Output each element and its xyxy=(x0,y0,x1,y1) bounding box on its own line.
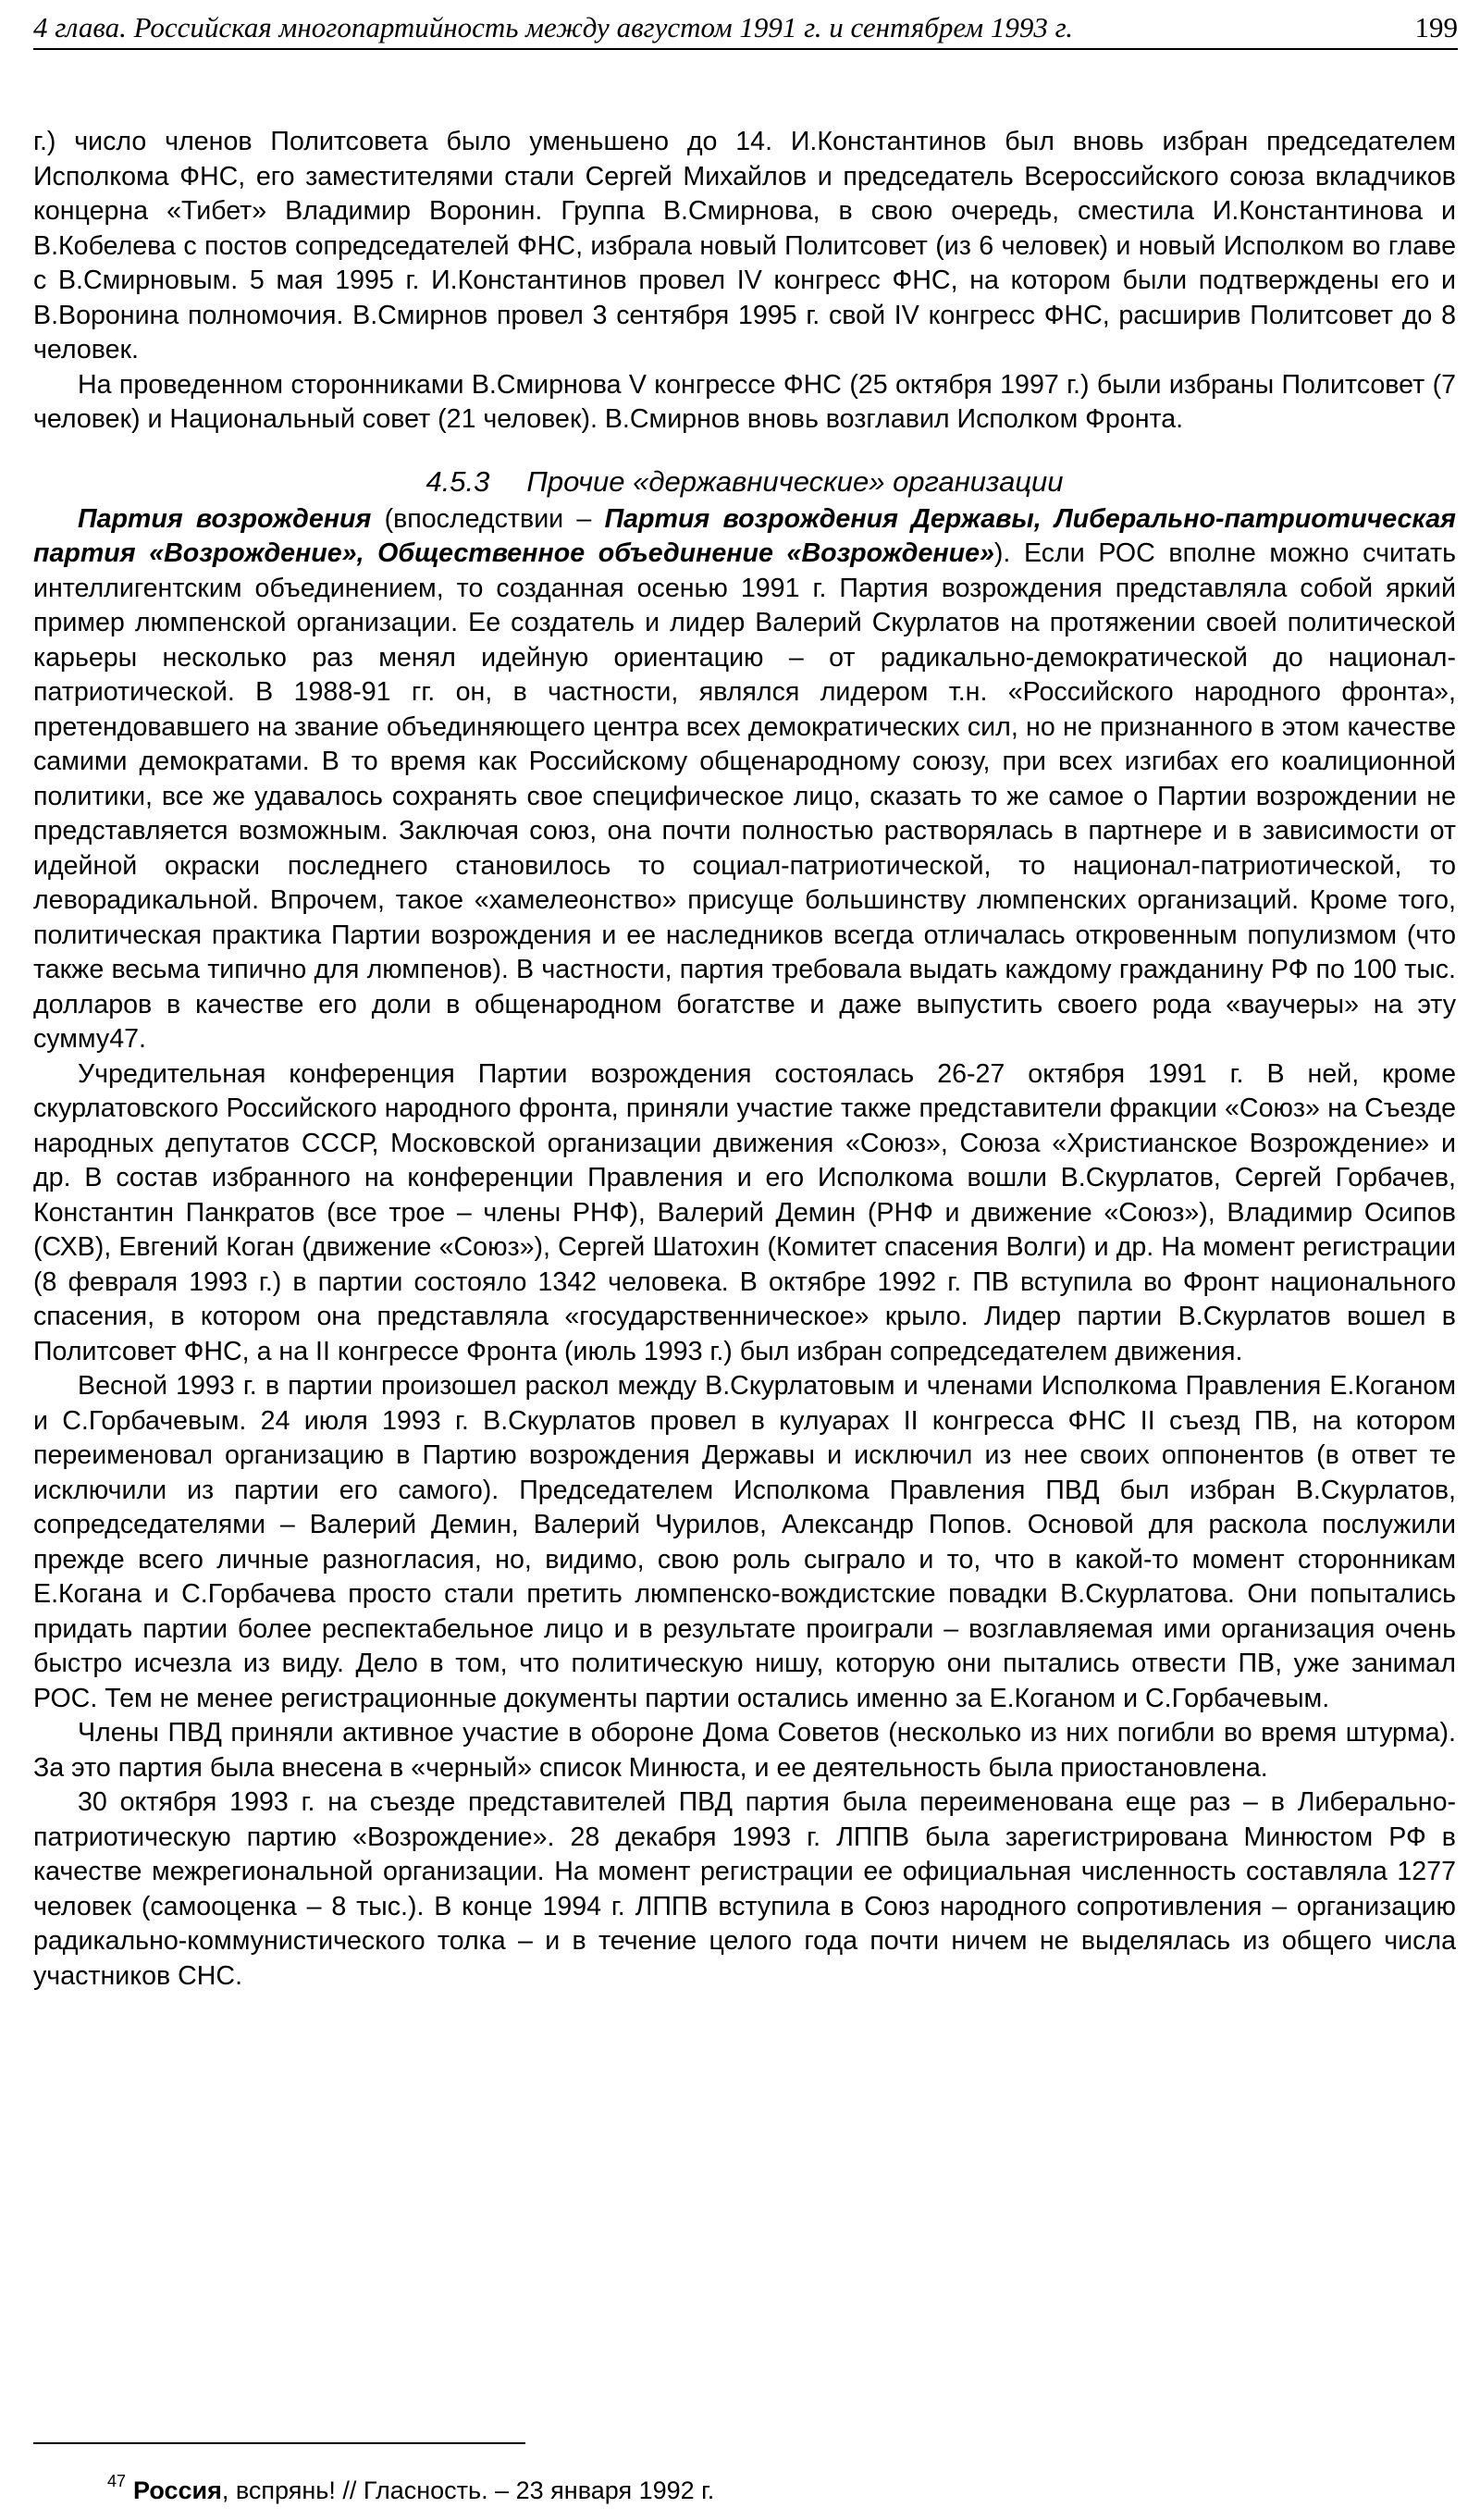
section-title: Прочие «державнические» организации xyxy=(526,464,1064,498)
footnote xyxy=(107,2464,714,2507)
section-heading xyxy=(33,462,1456,502)
paragraph-text: ). Если РОС вполне можно считать интеллигентским объединением, то созданная осенью 1991 г. Партия возрождения представляла собой яркий пример люмпенской организации. Ее создатель и лидер Валерий Скурлатов на протяжении своей политической карьеры несколько раз менял идейную ориентацию – от радикально-демократической до национал-патриотической. В 1988-91 гг. он, в частности, являлся лидером т.н. «Российского народного фронта», претендовавшего на звание объединяющего центра всех демократических сил, но не признанного в этом качестве самими демократами. В то время как Российскому общенародному союзу, при всех изгибах его коалиционной политики, все же удавалось сохранять свое специфическое лицо, сказать то же самое о Партии возрождении не представляется возможным. Заключая союз, она почти полностью растворялась в партнере и в зависимости от идейной окраски последнего становилось то социал-патриотической, то национал-патриотической, то леворадикальной. Впрочем, такое «хамелеонство» присуще большинству люмпенских организаций. Кроме того, политическая практика Партии возрождения и ее наследников всегда отличалась откровенным популизмом (что также весьма типично для люмпенов). В частности, партия требовала выдать каждому гражданину РФ по 100 тыс. долларов в качестве его доли в общенародном богатстве и даже выпустить своего рода «ваучеры» на эту сумму47. xyxy=(33,538,1456,1054)
paragraph: Члены ПВД приняли активное участие в обороне Дома Советов (несколько из них погибли во время штурма). За это партия была внесена в «черный» список Минюста, и ее деятельность была приостановлена. xyxy=(33,1718,1456,1783)
running-header xyxy=(33,7,1458,50)
body-text xyxy=(33,125,1456,1994)
section-number: 4.5.3 xyxy=(426,464,490,498)
paragraph xyxy=(33,502,1456,1057)
footnote-source-title: Россия xyxy=(133,2477,222,2504)
page-number: 199 xyxy=(1414,11,1458,43)
paragraph: Учредительная конференция Партии возрождения состоялась 26-27 октября 1991 г. В ней, кроме скурлатовского Российского народного фронта, приняли участие также представители фракции «Союз» на Съезде народных депутатов СССР, Московской организации движения «Союз», Союза «Христианское Возрождение» и др. В состав избранного на конференции Правления и его Исполкома вошли В.Скурлатов, Сергей Горбачев, Константин Панкратов (все трое – члены РНФ), Валерий Демин (РНФ и движение «Союз»), Владимир Осипов (СХВ), Евгений Коган (движение «Союз»), Сергей Шатохин (Комитет спасения Волги) и др. На момент регистрации (8 февраля 1993 г.) в партии состояло 1342 человека. В октябре 1992 г. ПВ вступила во Фронт национального спасения, в котором она представляла «государственническое» крыло. Лидер партии В.Скурлатов вошел в Политсовет ФНС, а на II конгрессе Фронта (июль 1993 г.) был избран сопредседателем движения. xyxy=(33,1058,1456,1366)
footnote-text: , вспрянь! // Гласность. – 23 января 1992 г. xyxy=(221,2477,715,2504)
paragraph: 30 октября 1993 г. на съезде представителей ПВД партия была переименована еще раз – в Либерально-патриотическую партию «Возрождение». 28 декабря 1993 г. ЛППВ была зарегистрирована Минюстом РФ в качестве межрегиональной организации. На момент регистрации ее официальная численность составляла 1277 человек (самооценка – 8 тыс.). В конце 1994 г. ЛППВ вступила в Союз народного сопротивления – организацию радикально-коммунистического толка – и в течение целого года почти ничем не выделялась из общего числа участников СНС. xyxy=(33,1787,1456,1991)
paragraph: На проведенном сторонниками В.Смирнова V конгрессе ФНС (25 октября 1997 г.) были избраны Политсовет (7 человек) и Национальный совет (21 человек). В.Смирнов вновь возглавил Исполком Фронта. xyxy=(33,369,1456,434)
party-name: Партия возрождения xyxy=(78,503,372,534)
footnote-number: 47 xyxy=(107,2472,127,2490)
paragraph: г.) число членов Политсовета было уменьшено до 14. И.Константинов был вновь избран председателем Исполкома ФНС, его заместителями стали Сергей Михайлов и председатель Всероссийского союза вкладчиков концерна «Тибет» Владимир Воронин. Группа В.Смирнова, в свою очередь, сместила И.Константинова и В.Кобелева с постов сопредседателей ФНС, избрала новый Политсовет (из 6 человек) и новый Исполком во главе с В.Смирновым. 5 мая 1995 г. И.Константинов провел IV конгресс ФНС, на котором были подтверждены его и В.Воронина полномочия. В.Смирнов провел 3 сентября 1995 г. свой IV конгресс ФНС, расширив Политсовет до 8 человек. xyxy=(33,127,1456,364)
party-alt-names: Партия возрождения Державы, Либерально-патриотическая партия «Возрождение», Общественное объединение «Возрождение» xyxy=(33,503,1456,568)
footnote-separator xyxy=(33,2442,525,2444)
paragraph-text: (впоследствии – xyxy=(371,503,605,534)
chapter-title: 4 глава. Российская многопартийность между августом 1991 г. и сентябрем 1993 г. xyxy=(33,11,1074,43)
paragraph: Весной 1993 г. в партии произошел раскол между В.Скурлатовым и членами Исполкома Правления Е.Коганом и С.Горбачевым. 24 июля 1993 г. В.Скурлатов провел в кулуарах II конгресса ФНС II съезд ПВ, на котором переименовал организацию в Партию возрождения Державы и исключил из нее своих оппонентов (в ответ те исключили из партии его самого). Председателем Исполкома Правления ПВД был избран В.Скурлатов, сопредседателями – Валерий Демин, Валерий Чурилов, Александр Попов. Основой для раскола послужили прежде всего личные разногласия, но, видимо, свою роль сыграло и то, что в какой-то момент сторонникам Е.Когана и С.Горбачева просто стали претить люмпенско-вождистские повадки В.Скурлатова. Они попытались придать партии более респектабельное лицо и в результате проиграли – возглавляемая ими организация очень быстро исчезла из виду. Дело в том, что политическую нишу, которую они пытались отвести ПВ, уже занимал РОС. Тем не менее регистрационные документы партии остались именно за Е.Коганом и С.Горбачевым. xyxy=(33,1371,1456,1713)
